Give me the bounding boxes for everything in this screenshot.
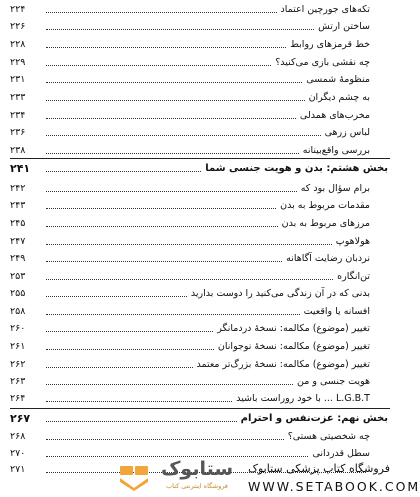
dot-leader (46, 367, 193, 368)
toc-page-number: ۲۶۱ (10, 341, 26, 352)
toc-page-number: ۲۶۷ (10, 412, 31, 425)
toc-entry-title: خط قرمزهای روابط (290, 39, 370, 50)
toc-page-number: ۲۲۹ (10, 57, 26, 68)
toc-entry-title: مقدمات مربوط به بدن (280, 200, 370, 211)
toc-entry (10, 269, 388, 283)
toc-page-number: ۲۶۲ (10, 359, 26, 370)
toc-page-number: ۲۳۳ (10, 92, 26, 103)
toc-entry-title: تغییر (موضوع) مکالمه: نسخهٔ دردمانگر (217, 323, 370, 334)
toc-page-number: ۲۲۴ (10, 4, 26, 15)
store-url: WWW.SETABOOK.COM (248, 479, 420, 494)
dot-leader (46, 135, 321, 136)
toc-entry (10, 72, 388, 86)
toc-entry (10, 251, 388, 265)
toc-entry-title: چه نقشی بازی می‌کنید؟ (275, 57, 370, 68)
toc-entry-title: مخرب‌های همدلی (299, 110, 370, 121)
dot-leader (46, 171, 201, 172)
dot-leader (46, 421, 237, 422)
toc-entry (10, 198, 388, 212)
toc-entry (10, 108, 388, 122)
toc-section-heading (10, 411, 388, 425)
toc-page-number: ۲۲۶ (10, 21, 26, 32)
toc-section-heading (10, 161, 388, 175)
toc-page-number: ۲۴۳ (10, 200, 26, 211)
toc-entry (10, 55, 388, 69)
setabook-logo-icon (118, 462, 152, 492)
dot-leader (46, 401, 232, 402)
dot-leader (46, 100, 305, 101)
toc-entry (10, 374, 388, 388)
toc-page-number: ۲۳۴ (10, 110, 26, 121)
toc-entry-title: بررسی واقع‌بینانه (302, 145, 370, 156)
toc-entry-title: سطل قدردانی (312, 448, 370, 459)
logo-wordmark: ستابوک (160, 458, 234, 480)
toc-entry-title: هویت جنسی و من (297, 376, 370, 387)
toc-page-number: ۲۵۳ (10, 271, 26, 282)
toc-entry-title: تکه‌های جورچین اعتماد (280, 4, 370, 15)
toc-entry (10, 391, 388, 405)
dot-leader (46, 349, 214, 350)
toc-entry-title: بخش نهم: عزت‌نفس و احترام (240, 413, 388, 424)
toc-entry-title: مرزهای مربوط به بدن (281, 218, 370, 229)
toc-entry-title: تن‌انگاره (337, 271, 370, 282)
toc-entry-title: به چشم دیگران (308, 92, 370, 103)
toc-entry-title: منظومهٔ شمسی (306, 74, 370, 85)
toc-page-number: ۲۴۵ (10, 218, 26, 229)
toc-entry-title: ساختن ارتش (318, 21, 370, 32)
dot-leader (46, 153, 299, 154)
dot-leader (46, 191, 297, 192)
toc-entry (10, 143, 388, 157)
toc-entry (10, 304, 388, 318)
dot-leader (46, 12, 277, 13)
dot-leader (46, 226, 278, 227)
toc-entry (10, 216, 388, 230)
dot-leader (46, 439, 284, 440)
dot-leader (46, 244, 332, 245)
toc-entry-title: بخش هشتم: بدن و هویت جنسی شما (205, 163, 388, 174)
toc-page-number: ۲۴۲ (10, 183, 26, 194)
toc-entry (10, 286, 388, 300)
toc-entry (10, 181, 388, 195)
dot-leader (46, 384, 293, 385)
toc-page-number: ۲۵۸ (10, 306, 26, 317)
toc-page-number: ۲۴۹ (10, 253, 26, 264)
toc-entry (10, 125, 388, 139)
section-rule (10, 158, 390, 159)
toc-entry (10, 19, 388, 33)
toc-page-number: ۲۳۶ (10, 127, 26, 138)
toc-page-number: ۲۶۴ (10, 393, 26, 404)
toc-entry-title: نردبان رضایت آگاهانه (286, 253, 370, 264)
toc-entry-title: بدنی که در آن زندگی می‌کنید را دوست بدارید (190, 288, 370, 299)
footer-branding (0, 456, 420, 497)
dot-leader (46, 279, 333, 280)
toc-entry (10, 321, 388, 335)
dot-leader (46, 331, 213, 332)
dot-leader (46, 314, 300, 315)
dot-leader (46, 118, 296, 119)
dot-leader (46, 82, 302, 83)
toc-entry (10, 2, 388, 16)
toc-page-number: ۲۳۱ (10, 74, 26, 85)
toc-entry-title: هولاهوپ (335, 236, 370, 247)
dot-leader (46, 261, 282, 262)
toc-entry-title: L.G.B.T ... با خود روراست باشید (236, 393, 370, 404)
dot-leader (46, 296, 187, 297)
toc-page-number: ۲۵۵ (10, 288, 26, 299)
dot-leader (46, 208, 276, 209)
toc-page-number: ۲۳۸ (10, 145, 26, 156)
toc-entry-title: افسانه یا واقعیت (303, 306, 370, 317)
toc-page-number: ۲۶۳ (10, 376, 26, 387)
toc-entry-title: تغییر (موضوع) مکالمه: نسخهٔ بزرگ‌تر معتمد (196, 359, 370, 370)
dot-leader (46, 65, 271, 66)
dot-leader (46, 29, 314, 30)
store-name: فروشگاه کتاب پزشکی ستابوک (248, 462, 390, 475)
toc-page-number: ۲۲۸ (10, 39, 26, 50)
toc-entry (10, 37, 388, 51)
toc-entry (10, 234, 388, 248)
logo-tagline: فروشگاه اینترنتی کتاب (166, 482, 228, 490)
toc-page-number: ۲۷۰ (10, 448, 26, 459)
toc-entry (10, 339, 388, 353)
toc-page-number: ۲۴۷ (10, 236, 26, 247)
toc-page-number: ۲۶۰ (10, 323, 26, 334)
dot-leader (46, 47, 286, 48)
toc-entry-title: لباس زرهی (324, 127, 370, 138)
toc-entry-title: برام سؤال بود که (300, 183, 370, 194)
toc-entry (10, 90, 388, 104)
section-rule (10, 408, 390, 409)
toc-entry (10, 429, 388, 443)
toc-page-number: ۲۴۱ (10, 162, 31, 175)
toc-entry-title: تغییر (موضوع) مکالمه: نسخهٔ نوجوانان (217, 341, 370, 352)
toc-page-number: ۲۷۱ (10, 464, 26, 475)
toc-entry (10, 357, 388, 371)
toc-entry-title: چه شخصیتی هستی؟ (287, 431, 370, 442)
toc-page-number: ۲۶۸ (10, 431, 26, 442)
